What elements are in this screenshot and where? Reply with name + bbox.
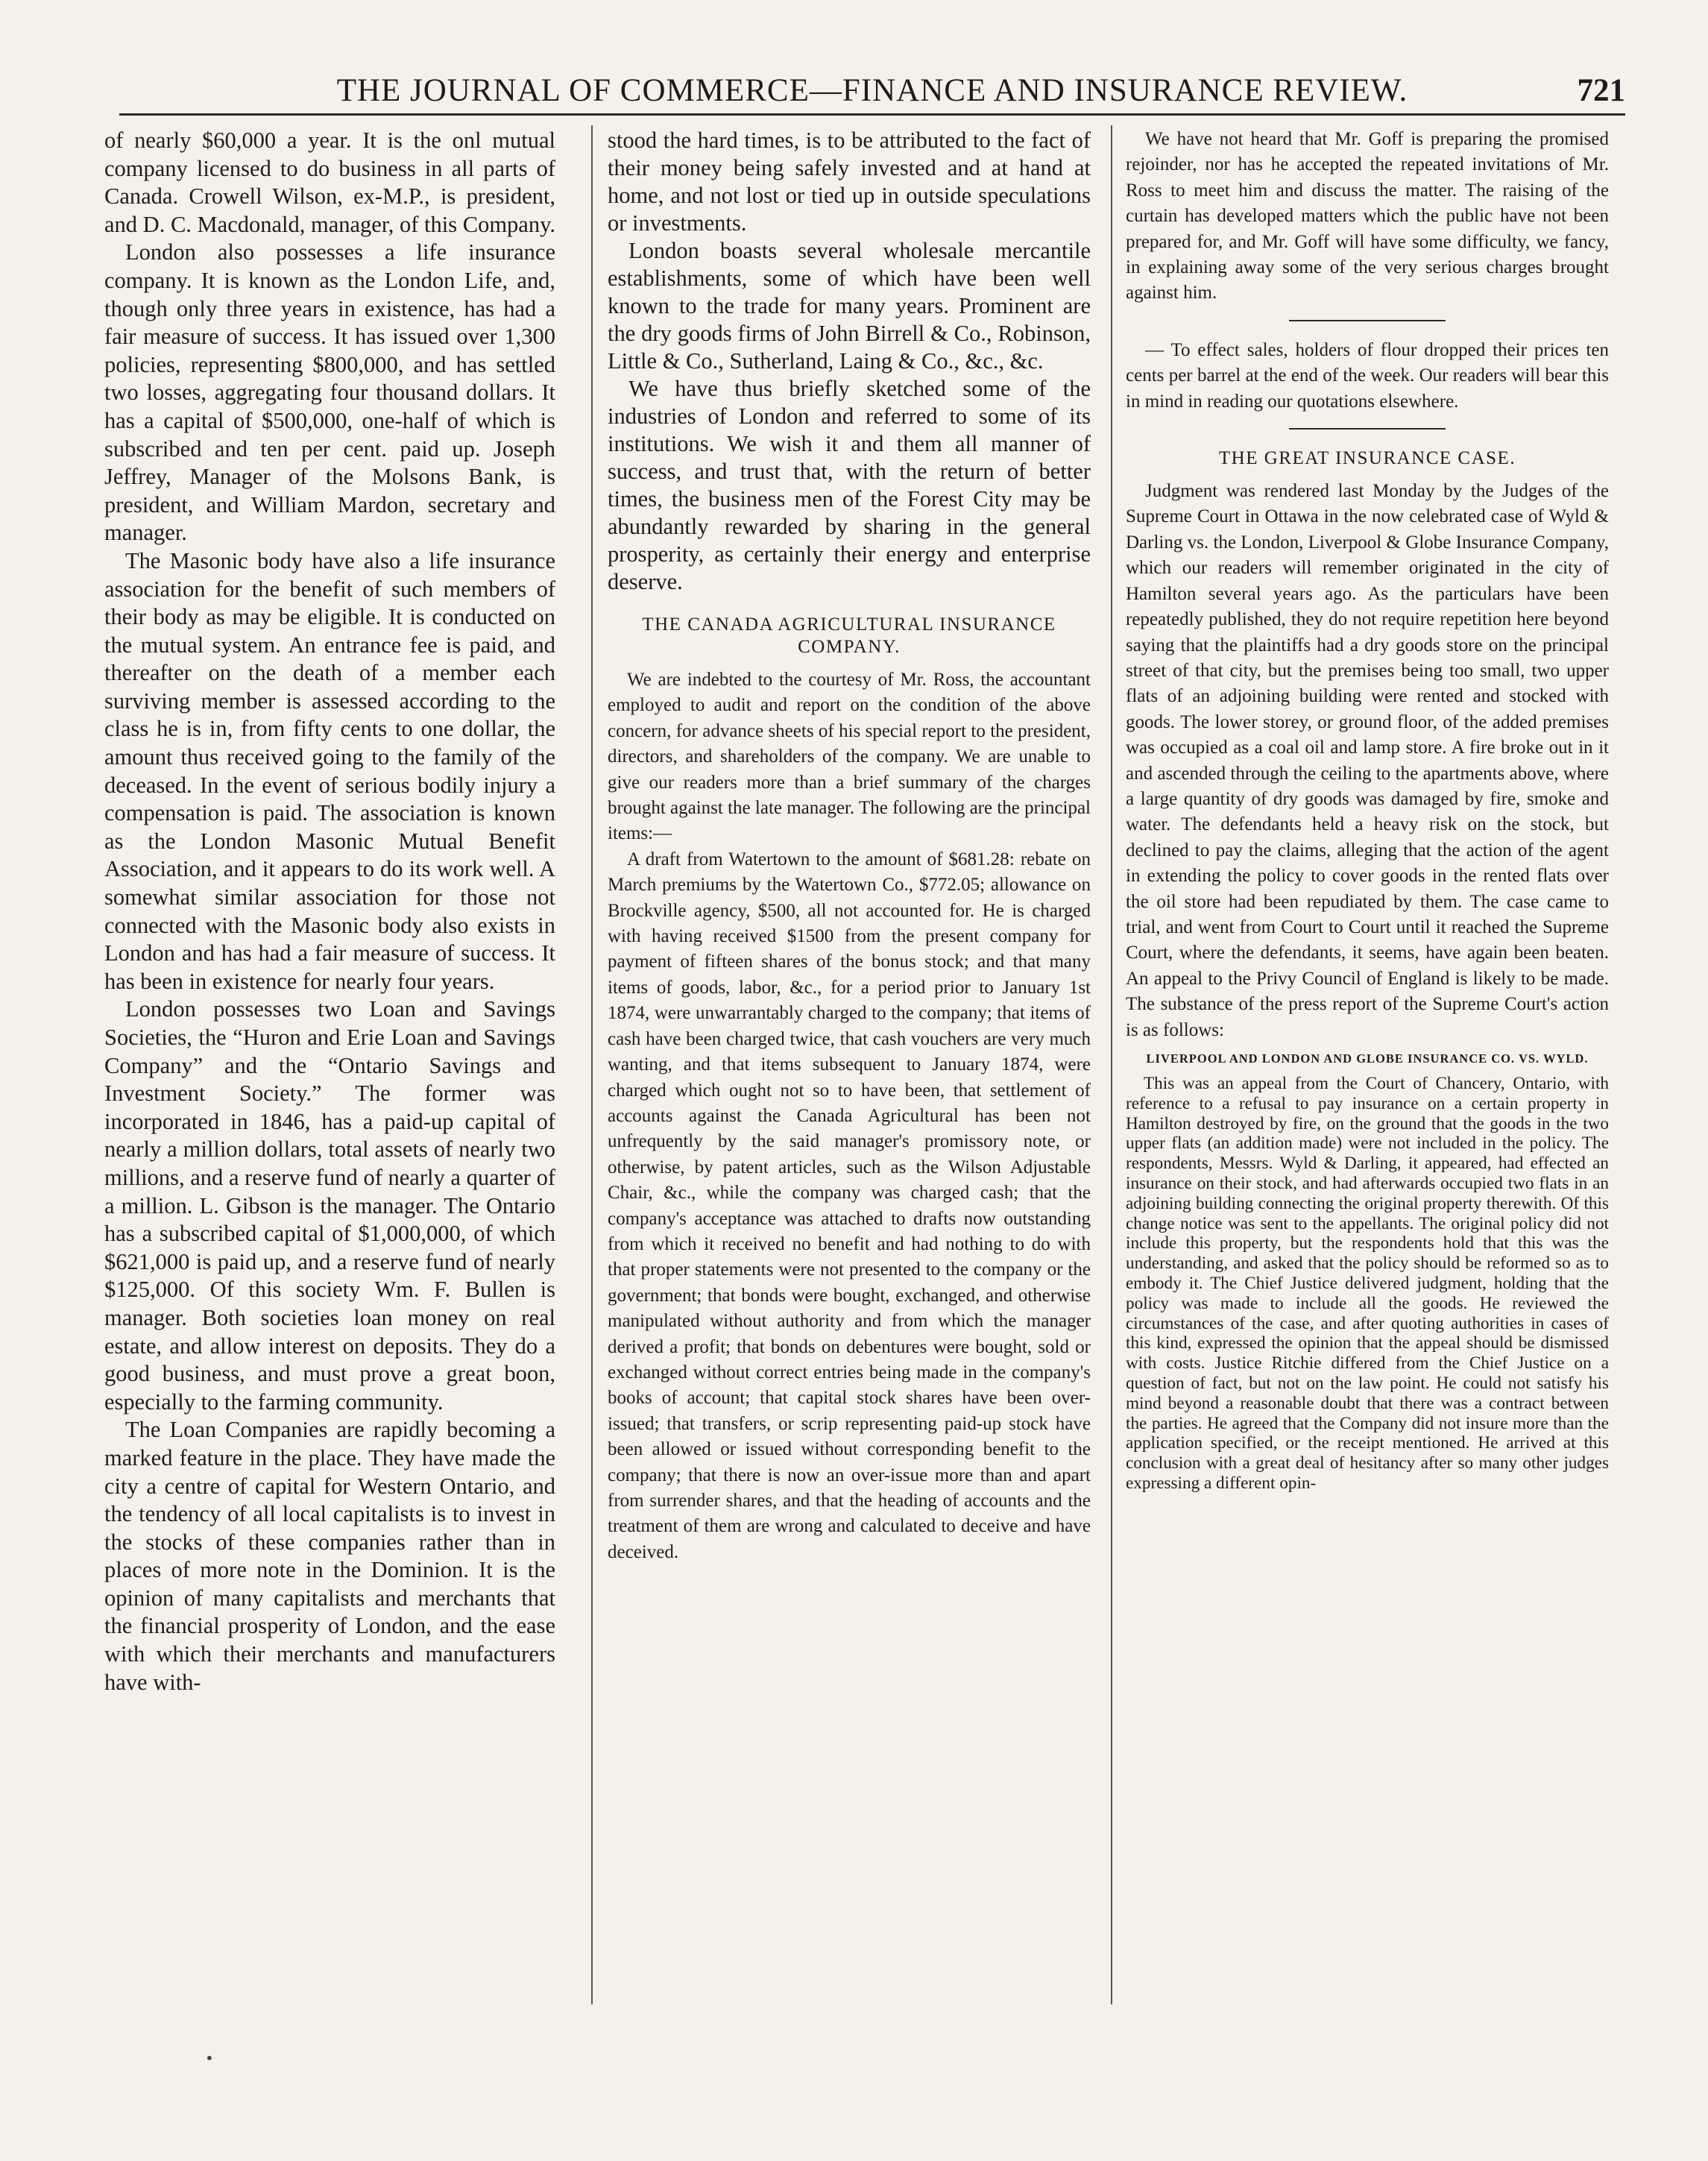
running-header [119,71,1625,108]
court-report [1126,1074,1609,1494]
header-rule [119,113,1625,116]
journal-title: THE JOURNAL OF COMMERCE—FINANCE AND INSURANCE REVIEW. [336,73,1408,108]
paragraph: — To effect sales, holders of flour dropped their prices ten cents per barrel at the end of the week. Our readers will bear this in mind in reading our quotations elsewhere. [1126,339,1609,412]
insurance-case-article [1126,479,1609,1043]
column-divider-left [591,125,593,2004]
goff-paragraph [1126,127,1609,306]
canada-agricultural-article [608,667,1091,1565]
page-number: 721 [1577,73,1625,108]
paragraph: of nearly $60,000 a year. It is the onl mutual company licensed to do business in all parts of Canada. Crowell Wilson, ex-M.P., is president, and D. C. Macdonald, manager, of this Company. [104,128,555,237]
paragraph: We are indebted to the courtesy of Mr. Ross, the accountant employed to audit and report on the condition of the above concern, for advance sheets of his special report to the president, directors, and shareholders of the company. We are unable to give our readers more than a brief summary of the charges brought against the late manager. The following are the principal items:— [608,670,1091,844]
column-divider-right [1111,125,1112,2004]
paragraph: London boasts several wholesale mercantile establishments, some of which have been well known to the trade for many years. Prominent are the dry goods firms of John Birrell & Co., Robinson, Little & Co., Sutherland, Laing & Co., &c., &c. [608,238,1091,374]
paragraph: The Loan Companies are rapidly becoming a marked feature in the place. They have made the city a centre of capital for Western Ontario, and the tendency of all local capitalists is to invest in the stocks of these companies rather than in places of more note in the Dominion. It is the opinion of many capitalists and merchants that the financial prosperity of London, and the ease with which their merchants and manufacturers have with- [104,1417,555,1695]
article-heading: THE CANADA AGRICULTURAL INSURANCE COMPANY. [642,614,1056,657]
paragraph: London also possesses a life insurance company. It is known as the London Life, and, though only three years in existence, has had a fair measure of success. It has issued over 1,300 policies, representing $800,000, and has settled two losses, aggregating four thousand dollars. It has a capital of $500,000, one-half of which is subscribed and ten per cent. paid up. Joseph Jeffrey, Manager of the Molsons Bank, is president, and William Mardon, secretary and manager. [104,239,555,546]
report-subheading: LIVERPOOL AND LONDON AND GLOBE INSURANCE CO. VS. WYLD. [1146,1051,1589,1066]
paragraph: This was an appeal from the Court of Chancery, Ontario, with reference to a refusal to pay insurance on a certain property in Hamilton destroyed by fire, on the ground that the goods in the two upper flats (an addition made) were not included in the policy. The respondents, Messrs. Wyld & Darling, it appeared, had effected an insurance on their stock, and had afterwards occupied two flats in an adjoining building connecting the original property therewith. Of this change notice was sent to the appellants. The original policy did not include this property, but the respondents hold that this was the understanding, and asked that the policy should be reformed so as to embody it. The Chief Justice delivered judgment, holding that the policy was made to include all the goods. He reviewed the circumstances of the case, and after quoting authorities in cases of this kind, expressed the opinion that the appeal should be dismissed with costs. Justice Ritchie differed from the Chief Justice on a question of fact, but not on the law point. He could not satisfy his mind beyond a reasonable doubt that there was a contract between the parties. He agreed that the Company did not insure more than the application specified, or the receipt mentioned. He arrived at this conclusion with a great deal of hesitancy after so many other judges expressing a different opin- [1126,1074,1609,1493]
section-rule [1289,428,1446,430]
paragraph: London possesses two Loan and Savings Societies, the “Huron and Erie Loan and Savings Company” and the “Ontario Savings and Investment Society.” The former was incorporated in 1846, has a paid-up capital of nearly a million dollars, total assets of nearly two millions, and a reserve fund of nearly a quarter of a million. L. Gibson is the manager. The Ontario has a subscribed capital of $1,000,000, of which $621,000 is paid up, and a reserve fund of nearly $125,000. Of this society Wm. F. Bullen is manager. Both societies loan money on real estate, and allow interest on deposits. They do a good business, and must prove a great boon, especially to the farming community. [104,996,555,1415]
paragraph: The Masonic body have also a life insurance association for the benefit of such members of their body as may be eligible. It is conducted on the mutual system. An entrance fee is paid, and thereafter on the death of a member each surviving member is assessed according to the class he is in, from fifty cents to one dollar, the amount thus received going to the family of the deceased. In the event of serious bodily injury a compensation is paid. The association is known as the London Masonic Mutual Benefit Association, and it appears to do its work well. A somewhat similar association for those not connected with the Masonic body also exists in London and has had a fair measure of success. It has been in existence for nearly four years. [104,547,555,994]
paragraph: We have thus briefly sketched some of the industries of London and referred to some of its institutions. We wish it and them all manner of success, and trust that, with the return of better times, the business men of the Forest City may be abundantly rewarded by sharing in the general prosperity, as certainly their energy and enterprise deserve. [608,376,1091,594]
article-heading: THE GREAT INSURANCE CASE. [1218,448,1516,469]
paragraph: stood the hard times, is to be attributed to the fact of their money being safely invested and at hand at home, and not lost or tied up in outside speculations or investments. [608,128,1091,236]
paragraph: We have not heard that Mr. Goff is preparing the promised rejoinder, nor has he accepted the repeated invitations of Mr. Ross to meet him and discuss the matter. The raising of the curtain has developed matters which the public have not been prepared for, and Mr. Goff will have some difficulty, we fancy, in explaining away some of the very serious charges brought against him. [1126,129,1609,303]
flour-note [1126,338,1609,415]
london-article-ending [608,127,1091,596]
section-rule [1289,320,1446,321]
column-two [608,127,1091,2021]
column-one [104,127,555,2021]
printer-mark: • [205,2049,214,2067]
paragraph: A draft from Watertown to the amount of $681.28: rebate on March premiums by the Watertown Co., $772.05; allowance on Brockville agency, $500, all not accounted for. He is charged with having received $1500 from the present company for payment of fifteen shares of the bonus stock; and that many items of goods, labor, &c., for a period prior to January 1st 1874, were unwarrantably charged to the company; that items of cash have been charged twice, that cash vouchers are very much wanting, and that items subsequent to January 1874, were charged which ought not so to have been, that settlement of accounts against the Canada Agricultural has been not unfrequently by the said manager's promissory note, or otherwise, by patent articles, such as the Wilson Adjustable Chair, &c., while the company was charged cash; that the company's acceptance was attached to drafts now outstanding from which it received no benefit and had nothing to do with that proper statements were not presented to the company or the government; that bonds were bought, exchanged, and otherwise manipulated without authority and from which the manager derived a profit; that bonds on debentures were bought, sold or exchanged without correct entries being made in the company's books of account; that capital stock shares have been over-issued; that transfers, or scrip representing paid-up stock have been allowed or issued without corresponding benefit to the company; that there is now an over-issue more than and apart from surrender shares, and that the heading of accounts and the treatment of them are wrong and calculated to deceive and have deceived. [608,849,1091,1562]
column-three [1126,127,1609,2021]
paragraph: Judgment was rendered last Monday by the Judges of the Supreme Court in Ottawa in the now celebrated case of Wyld & Darling vs. the London, Liverpool & Globe Insurance Company, which our readers will remember originated in the city of Hamilton several years ago. As the particulars have been repeatedly published, they do not require repetition here beyond saying that the plaintiffs had a dry goods store on the principal street of that city, but the premises being too small, two upper flats of an adjoining building were rented and stocked with goods. The lower storey, or ground floor, of the added premises was occupied as a coal oil and lamp store. A fire broke out in it and ascended through the ceiling to the apartments above, where a large quantity of dry goods was damaged by fire, smoke and water. The defendants held a heavy risk on the stock, but declined to pay the claims, alleging that the action of the agent in extending the policy to cover goods in the rented flats over the oil store had been repudiated by them. The case came to trial, and went from Court to Court until it reached the Supreme Court, where the defendants, it seems, have again been beaten. An appeal to the Privy Council of England is likely to be made. The substance of the press report of the Supreme Court's action is as follows: [1126,481,1609,1040]
